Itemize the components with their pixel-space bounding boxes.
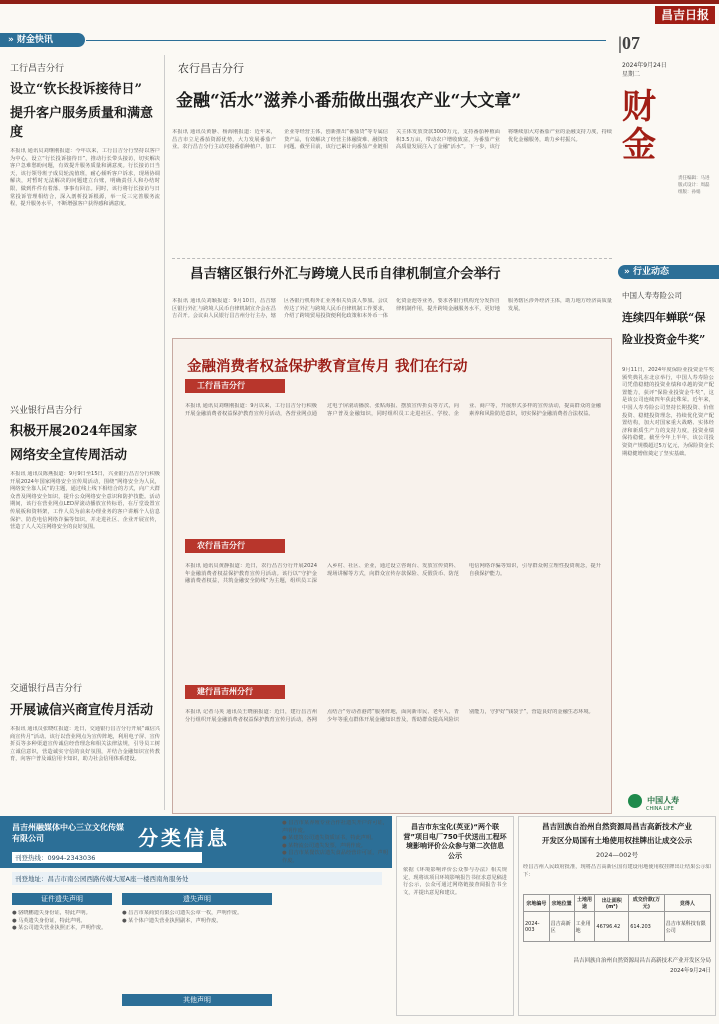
top-story-title: 金融“活水”滋养小番茄做出强农产业“大文章” <box>176 91 522 111</box>
land-table <box>523 894 711 942</box>
classified-org: 昌吉州融媒体中心三立文化传媒有限公司 <box>12 823 124 843</box>
land-table-cell: 昌吉市某科技有限公司 <box>664 912 710 942</box>
industry-tag-label: 行业动态 <box>632 267 669 277</box>
land-table-cell: 2024-003 <box>524 912 550 942</box>
page-number-value: 07 <box>621 33 640 53</box>
env-notice-title: 昌吉市东宝化(英亚)“两个联营”项目电厂750千伏送出工程环境影响评价公众参与第二次信息公示 <box>403 823 507 860</box>
section-credits <box>678 175 716 196</box>
credit-line: 组版：孙娟 <box>678 190 701 195</box>
land-notice-date: 2024年9月24日 <box>670 968 711 974</box>
land-notice-body: 经昌吉州人民政府批准，现将昌吉高新区国有建设用地使用权挂牌出让结果公示如下： <box>523 864 711 878</box>
sidebar-article <box>622 290 714 832</box>
sidebar-title-line2: 险业投资金牛奖” <box>622 333 706 346</box>
land-notice-title1: 昌吉回族自治州自然资源局昌吉高新技术产业 <box>542 822 692 831</box>
top-story-body: 本报讯 通讯员黄静、杨海刚报道：近年来，昌吉市立足番茄资源优势，大力发展番茄产业。农行昌吉分行主动对接番茄种植户、加工企业等经营主体，创新推出“番茄贷”等专属信贷产品，有效解决了经营主体融资难、融资贵问题。截至目前，该行已累计向番茄产业链相关主体发放贷款3000万元，支持番茄种植面积3.5万亩，带动农户增收致富，为番茄产业高质量发展注入了金融“活水”。下一步，该行将继续加大对番茄产业的金融支持力度，持续优化金融服务，助力乡村振兴。 <box>172 129 612 151</box>
land-notice <box>518 816 716 1016</box>
china-life-brand-cn: 中国人寿 <box>647 796 680 805</box>
article-cib <box>10 403 160 661</box>
article-body: 本报讯 通讯员刘继刚报道：今年以来，工行昌吉分行坚持以客户为中心，设立“行长投诉接待日”，推动行长带头接访，切实解决客户急难愁盼问题，有效提升服务质量和满意度。行长接访日当天，该行领导班子成员轮流值班，耐心倾听客户诉求，现场协调解决，对暂时无法解决的问题建立台账，明确责任人和办结时限，做到件件有着落、事事有回音。同时，该行将行长接访与日常投诉管理相结合，深入剖析投诉根源，举一反三完善服务流程，提升服务水平，不断增强客户获得感和满意度。 <box>10 148 160 208</box>
feature-body-ccb: 本报讯 记者马英 通讯员王晓丽报道：近日，建行昌吉州分行组织开展金融消费者权益保护教育宣传月活动，各网点结合“劳动者港湾”服务阵地，面向新市民、老年人、青少年等重点群体开展金融知识普及，帮助群众提高风险识别能力，守护好“钱袋子”，营造良好的金融生态环境。 <box>185 709 594 723</box>
classified-tab-lost: 遗失声明 <box>122 893 272 905</box>
article-kicker: 兴业银行昌吉分行 <box>10 406 83 416</box>
section-tag-finance <box>0 33 85 47</box>
top-rule <box>0 0 719 4</box>
classified-address: 刊登地址：昌吉市南公园西路传媒大厦A座一楼西南角服务处 <box>12 872 382 885</box>
sidebar-kicker: 中国人寿寿险公司 <box>622 291 682 300</box>
article-title-line2: 提升客户服务质量和满意度 <box>10 106 154 140</box>
feature-body-abc: 本报讯 通讯员黄静报道：近日，农行昌吉分行开展2024年金融消费者权益保护教育宣传月活动。该行以“守护金融消费者权益，共筑金融安全防线”为主题，组织员工深入乡村、社区、企业，通过设立咨询台、发放宣传资料、现场讲解等方式，向群众宣传存款保险、反假货币、防范电信网络诈骗等知识，引导群众树立理性投资观念，提升自我保护能力。 <box>185 563 601 585</box>
classified-right-body: ● 昌吉市某养殖专业合作社遗失开户许可证，声明作废。 ● 某建筑公司遗失资质证书，特此声明。 ● 某物流公司遗失发票，声明作废。 ● 昌吉市某餐饮店遗失食品经营许可证，声明作废。 <box>282 820 388 864</box>
article-icbc <box>10 61 160 363</box>
sidebar-body: 9月11日，2024年度保险业投资金牛奖颁奖典礼在北京举行，中国人寿寿险公司凭借稳健的投资业绩和卓越的资产配置能力，获评“保险业投资金牛奖”，这是该公司连续四年获此殊荣。近年来，中国人寿寿险公司坚持长期投资、价值投资、稳健投资理念，持续优化资产配置结构，加大对国家重大战略、实体经济和新质生产力的支持力度，投资业绩保持稳健。截至今年上半年，该公司投资资产规模超过5万亿元，为保险资金长期稳健增值奠定了坚实基础。 <box>622 367 714 457</box>
feature-sub-ccb: 建行昌吉州分行 <box>185 685 285 699</box>
feature-sub-icbc: 工行昌吉分行 <box>185 379 285 393</box>
article-title-line1: 积极开展2024年国家 <box>10 424 138 439</box>
land-table-cell: 昌吉高新区 <box>549 912 574 942</box>
article-bocom <box>10 681 160 836</box>
credit-line: 责任编辑：马进 <box>678 176 710 181</box>
sidebar-title-line1: 连续四年蝉联“保 <box>622 311 706 324</box>
section-big-title: 财金 <box>622 87 656 165</box>
left-col-divider <box>164 55 165 810</box>
mid-story <box>172 262 612 332</box>
section-tag-label: 财金快讯 <box>16 35 53 45</box>
classified-hotline: 刊登热线：0994-2343036 <box>12 852 202 863</box>
classified-tab-other: 其他声明 <box>122 994 272 1006</box>
china-life-logo-icon <box>628 794 642 808</box>
classified-id-body: ● 骆晓鹏遗失身份证，特此声明。 ● 马英遗失身份证，特此声明。 ● 某公司遗失营业执照正本，声明作废。 <box>12 910 107 932</box>
feature-sub-abc: 农行昌吉分行 <box>185 539 285 553</box>
land-table-cell: 614.203 <box>629 912 665 942</box>
land-table-header: 竞得人 <box>664 895 710 912</box>
mid-story-title: 昌吉辖区银行外汇与跨境人民币自律机制宣介会举行 <box>190 266 501 282</box>
land-table-header: 宗地位置 <box>549 895 574 912</box>
land-table-cell: 46796.42 <box>595 912 629 942</box>
land-notice-number: 2024—002号 <box>596 851 638 859</box>
top-story-kicker: 农行昌吉分行 <box>178 62 244 75</box>
double-chevron-icon: » <box>624 267 630 277</box>
article-body: 本报讯 通讯员张晓红报道：近日，交通银行昌吉分行开展“诚信兴商宣传月”活动。该行以营业网点为宣传阵地，利用电子屏、宣传折页等多种渠道宣传诚信经营理念和相关法律法规，引导员工树立诚信意识，营造诚实守信的良好氛围，并结合金融知识宣传教育，向客户普及诚信用卡知识，助力社会信用体系建设。 <box>10 726 160 763</box>
classified-title: 分类信息 <box>138 826 230 850</box>
page-number: |07 <box>618 33 640 53</box>
classified-lost-body: ● 昌吉市某商贸有限公司遗失公章一枚，声明作废。 ● 某个体户遗失营业执照副本，声明作废。 <box>122 910 243 924</box>
mid-story-divider <box>172 258 612 259</box>
env-notice-body: 依据《环境影响评价公众参与办法》相关规定，现将该项目环境影响报告书征求意见稿进行公示，公众可通过网络链接查阅报告书全文，并提出意见和建议。 <box>403 867 507 896</box>
land-table-header: 出让面积(m²) <box>595 895 629 912</box>
land-notice-title2: 开发区分局国有土地使用权挂牌出让成交公示 <box>542 836 692 845</box>
issue-weekday: 星期二 <box>622 71 641 78</box>
feature-box <box>172 338 612 814</box>
double-chevron-icon: » <box>8 35 14 45</box>
top-story <box>172 60 612 250</box>
industry-tag <box>618 265 719 279</box>
land-table-header: 土地用途 <box>574 895 595 912</box>
env-notice <box>396 816 514 1016</box>
classified-tab-id: 证件遗失声明 <box>12 893 112 905</box>
feature-title: 金融消费者权益保护教育宣传月 我们在行动 <box>187 358 468 375</box>
article-title-line1: 开展诚信兴商宣传月活动 <box>10 703 154 718</box>
land-table-cell: 工业用地 <box>574 912 595 942</box>
article-title-line2: 网络安全宣传周活动 <box>10 448 128 463</box>
article-title-line1: 设立“钦长投诉接待日” <box>10 82 142 97</box>
china-life-brand-en: CHINA LIFE <box>646 806 674 812</box>
feature-body-icbc: 本报讯 通讯员刘继刚报道：9月以来，工行昌吉分行积极开展金融消费者权益保护教育宣传月活动，各营业网点通过电子屏滚动播放、张贴海报、摆放宣传折页等方式，向客户普及金融知识，同时组织员工走进社区、学校、企业、商户等，开展形式多样的宣传活动，提高群众的金融素养和风险防范意识，切实保护金融消费者合法权益。 <box>185 403 601 417</box>
article-body: 本报讯 通讯员陈燕报道：9月9日至15日，兴业银行昌吉分行积极开展2024年国家网络安全宣传周活动，围绕“网络安全为人民，网络安全靠人民”的主题，通过线上线下相结合的方式，向广大群众普及网络安全知识，提升公众网络安全意识和防护技能。活动期间，该行在营业网点LED屏滚动播放宣传标语，在厅堂设置宣传展板和资料架，工作人员为前来办理业务的客户讲解个人信息保护、防范电信网络诈骗等知识，并走进社区、企业开展宣传，营造了人人关注网络安全的良好氛围。 <box>10 471 160 531</box>
article-kicker: 交通银行昌吉分行 <box>10 684 83 694</box>
article-kicker: 工行昌吉分行 <box>10 64 65 74</box>
credit-line: 版式设计：周磊 <box>678 183 710 188</box>
issue-date: 2024年9月24日 <box>622 62 667 69</box>
land-table-header: 宗地编号 <box>524 895 550 912</box>
paper-name-logo: 昌吉日报 <box>655 6 715 24</box>
header-divider <box>86 40 606 41</box>
land-table-header: 成交价款(万元) <box>629 895 665 912</box>
left-column <box>10 55 160 815</box>
land-notice-signer: 昌吉回族自治州自然资源局昌吉高新技术产业开发区分局 <box>573 958 711 964</box>
china-life-ad <box>628 790 713 812</box>
mid-story-body: 本报讯 通讯员刘颖报道：9月10日，昌吉辖区银行外汇与跨境人民币自律机制宣介会在昌吉召开。会议由人民银行昌吉州分行主办，辖区各银行机构外汇业务相关负责人参加。会议传达了外汇与跨境人民币自律机制工作要求，介绍了跨境贸易投资便利化政策和本外币一体化资金池等业务，要求各银行机构充分发挥自律机制作用，提升跨境金融服务水平，更好地服务辖区涉外经济主体，助力地方经济高质量发展。 <box>172 298 612 320</box>
